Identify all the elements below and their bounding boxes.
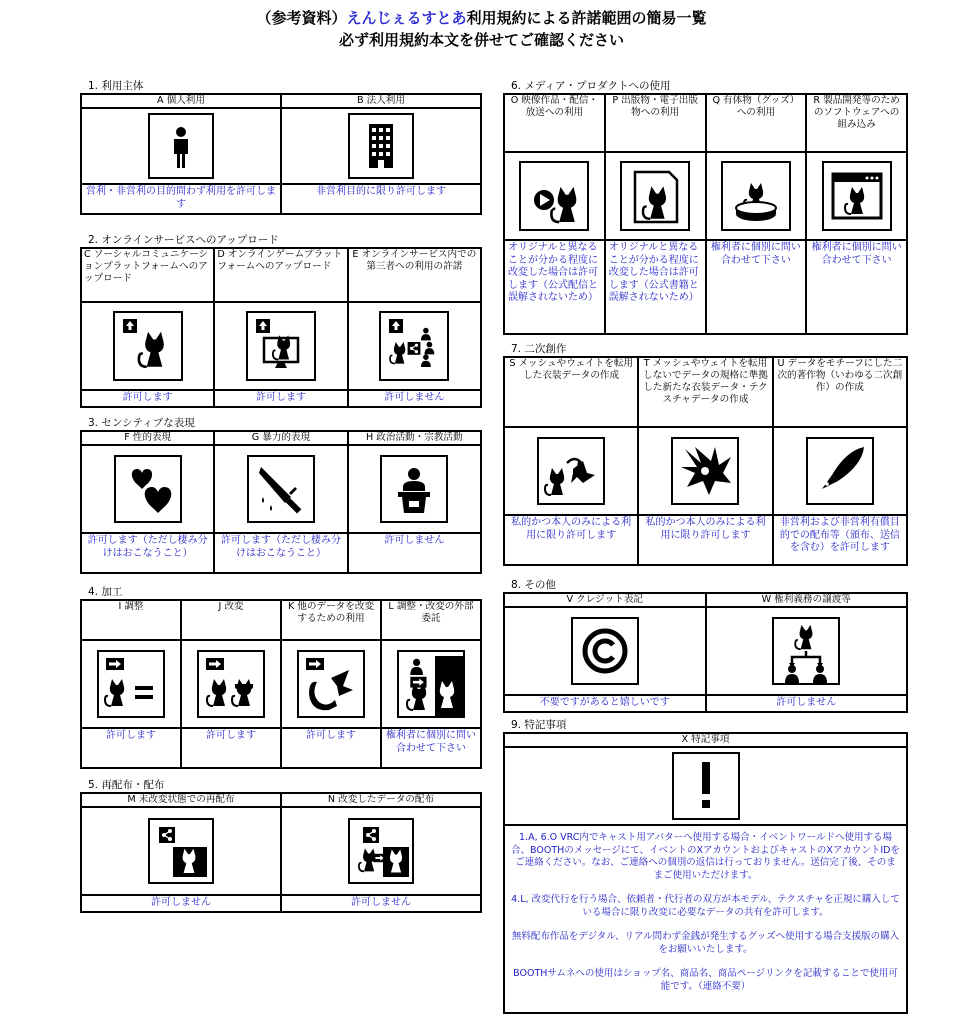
- publication-icon: [620, 161, 690, 231]
- costume-convert-icon: [537, 437, 605, 505]
- figure-goods-icon: [721, 161, 791, 231]
- permission-text: 許可します: [181, 728, 281, 768]
- permission-text: 許可します（ただし棲み分けはおこなうこと）: [81, 533, 214, 573]
- software-icon: [822, 161, 892, 231]
- note-paragraph: 無料配布作品をデジタル、リアル問わず金銭が発生するグッズへ使用する場合支援版の購入をお願いいたします。: [511, 931, 900, 955]
- column-header: Q 有体物（グッズ）への利用: [706, 94, 807, 152]
- hearts-icon: [114, 455, 182, 523]
- permission-text: 権利者に個別に問い合わせて下さい: [706, 240, 807, 334]
- column-header: V クレジット表記: [504, 593, 706, 607]
- column-header: A 個人利用: [81, 94, 281, 108]
- permission-text: 不要ですがあると嬉しいです: [504, 695, 706, 712]
- column-header: H 政治活動・宗教活動: [348, 431, 481, 445]
- note-paragraph: 4.L, 改変代行を行う場合、依頼者・代行者の双方が本モデル、テクスチャを正規に購入している場合に限り改変に必要なデータの共有を許可します。: [511, 894, 900, 918]
- section-other: [503, 578, 908, 713]
- podium-icon: [380, 455, 448, 523]
- note-paragraph: BOOTHサムネへの使用はショップ名、商品名、商品ページリンクを記載することで使用可能です。（連絡不要）: [513, 968, 898, 992]
- column-header: T メッシュやウェイトを転用しないでデータの規格に準拠した新たな衣装データ・テクスチャデータの作成: [638, 357, 772, 427]
- column-header: I 調整: [81, 600, 181, 640]
- outsource-icon: [397, 650, 465, 718]
- section-usage-subject: [80, 79, 482, 215]
- license-table: [503, 592, 908, 713]
- transfer-rights-icon: [772, 617, 840, 685]
- column-header: K 他のデータを改変するための利用: [281, 600, 381, 640]
- video-icon: [519, 161, 589, 231]
- section-online-upload: [80, 233, 482, 408]
- knife-icon: [247, 455, 315, 523]
- license-table: [80, 247, 482, 408]
- use-for-modify-icon: [297, 650, 365, 718]
- permission-text: 非営利および非営利有償目的での配布等（頒布、送信を含む）を許可します: [773, 515, 907, 565]
- section-derivative-works: [503, 342, 908, 566]
- distribute-modified-icon: [348, 818, 414, 884]
- license-table: [80, 93, 482, 215]
- share-third-party-icon: [379, 311, 449, 381]
- redistribute-icon: [148, 818, 214, 884]
- page-title: [0, 8, 963, 28]
- special-notes: [504, 825, 907, 1013]
- license-table: [503, 732, 908, 1014]
- column-header: G 暴力的表現: [214, 431, 347, 445]
- page-subtitle: 必ず利用規約本文を併せてご確認ください: [338, 31, 624, 49]
- column-header: F 性的表現: [81, 431, 214, 445]
- permission-text: 許可します（ただし棲み分けはおこなうこと）: [214, 533, 347, 573]
- permission-text: 許可しません: [81, 895, 281, 912]
- column-header: O 映像作品・配信・放送への利用: [504, 94, 605, 152]
- pen-icon: [806, 437, 874, 505]
- permission-text: 権利者に個別に問い合わせて下さい: [381, 728, 481, 768]
- column-header: L 調整・改変の外部委託: [381, 600, 481, 640]
- title-suffix: 利用規約による許諾範囲の簡易一覧: [466, 9, 707, 27]
- license-table: [80, 792, 482, 913]
- column-header: C ソーシャルコミュニケーションプラットフォームへのアップロード: [81, 248, 214, 302]
- section-title: 6. メディア・プロダクトへの使用: [511, 80, 671, 92]
- section-title: 1. 利用主体: [88, 80, 144, 92]
- column-header: W 権利義務の譲渡等: [706, 593, 908, 607]
- section-special-notes: [503, 718, 908, 1014]
- permission-text: 私的かつ本人のみによる利用に限り許可します: [504, 515, 638, 565]
- new-costume-icon: [671, 437, 739, 505]
- column-header: X 特記事項: [504, 733, 907, 747]
- permission-text: 許可しません: [281, 895, 481, 912]
- permission-text: 許可しません: [706, 695, 908, 712]
- section-title: 4. 加工: [88, 586, 123, 598]
- permission-text: 許可します: [81, 390, 214, 407]
- license-table: [80, 599, 482, 769]
- section-title: 7. 二次創作: [511, 343, 567, 355]
- column-header: D オンラインゲームプラットフォームへのアップロード: [214, 248, 347, 302]
- license-table: [503, 356, 908, 566]
- section-redistribution: [80, 778, 482, 913]
- section-title: 8. その他: [511, 579, 556, 591]
- section-media-products: [503, 79, 908, 335]
- column-header: J 改変: [181, 600, 281, 640]
- column-header: R 製品開発等のためのソフトウェアへの組み込み: [806, 94, 907, 152]
- column-header: U データをモチーフにした二次的著作物（いわゆる二次創作）の作成: [773, 357, 907, 427]
- section-title: 9. 特記事項: [511, 719, 567, 731]
- copyright-icon: [571, 617, 639, 685]
- modify-icon: [197, 650, 265, 718]
- section-title: 3. センシティブな表現: [88, 417, 195, 429]
- upload-monitor-icon: [246, 311, 316, 381]
- permission-text: 権利者に個別に問い合わせて下さい: [806, 240, 907, 334]
- license-table: [503, 93, 908, 335]
- license-table: [80, 430, 482, 574]
- section-sensitive-expression: [80, 416, 482, 574]
- person-icon: [148, 113, 214, 179]
- title-prefix: （参考資料）: [256, 9, 347, 27]
- column-header: S メッシュやウェイトを転用した衣装データの作成: [504, 357, 638, 427]
- shop-name: えんじぇるすとあ: [346, 9, 467, 27]
- upload-avatar-icon: [113, 311, 183, 381]
- permission-text: オリジナルと異なることが分かる程度に改変した場合は許可します（公式配信と誤解されないため）: [504, 240, 605, 334]
- column-header: P 出版物・電子出版物への利用: [605, 94, 706, 152]
- permission-text: 許可します: [214, 390, 347, 407]
- permission-text: オリジナルと異なることが分かる程度に改変した場合は許可します（公式書籍と誤解されないため）: [605, 240, 706, 334]
- permission-text: 営利・非営利の目的問わず利用を許可します: [81, 184, 281, 214]
- permission-text: 許可しません: [348, 533, 481, 573]
- permission-text: 私的かつ本人のみによる利用に限り許可します: [638, 515, 772, 565]
- column-header: B 法人利用: [281, 94, 481, 108]
- section-processing: [80, 585, 482, 769]
- exclamation-icon: [672, 752, 740, 820]
- permission-text: 許可します: [81, 728, 181, 768]
- building-icon: [348, 113, 414, 179]
- permission-text: 許可しません: [348, 390, 481, 407]
- note-paragraph: 1.A, 6.O VRC内でキャスト用アバターへ使用する場合・イベントワールドへ使用する場合、BOOTHのメッセージにて、イベントのXアカウントおよびキャストのXアカウントIDをご連絡ください。なお、ご連絡への個別の返信は行っておりません。送信完了後、そのままご使用いただけます。: [511, 832, 900, 881]
- section-title: 5. 再配布・配布: [88, 779, 165, 791]
- permission-text: 許可します: [281, 728, 381, 768]
- adjust-icon: [97, 650, 165, 718]
- column-header: M 未改変状態での再配布: [81, 793, 281, 807]
- section-title: 2. オンラインサービスへのアップロード: [88, 234, 279, 246]
- column-header: E オンラインサービス内での第三者への利用の許諾: [348, 248, 481, 302]
- column-header: N 改変したデータの配布: [281, 793, 481, 807]
- permission-text: 非営利目的に限り許可します: [281, 184, 481, 214]
